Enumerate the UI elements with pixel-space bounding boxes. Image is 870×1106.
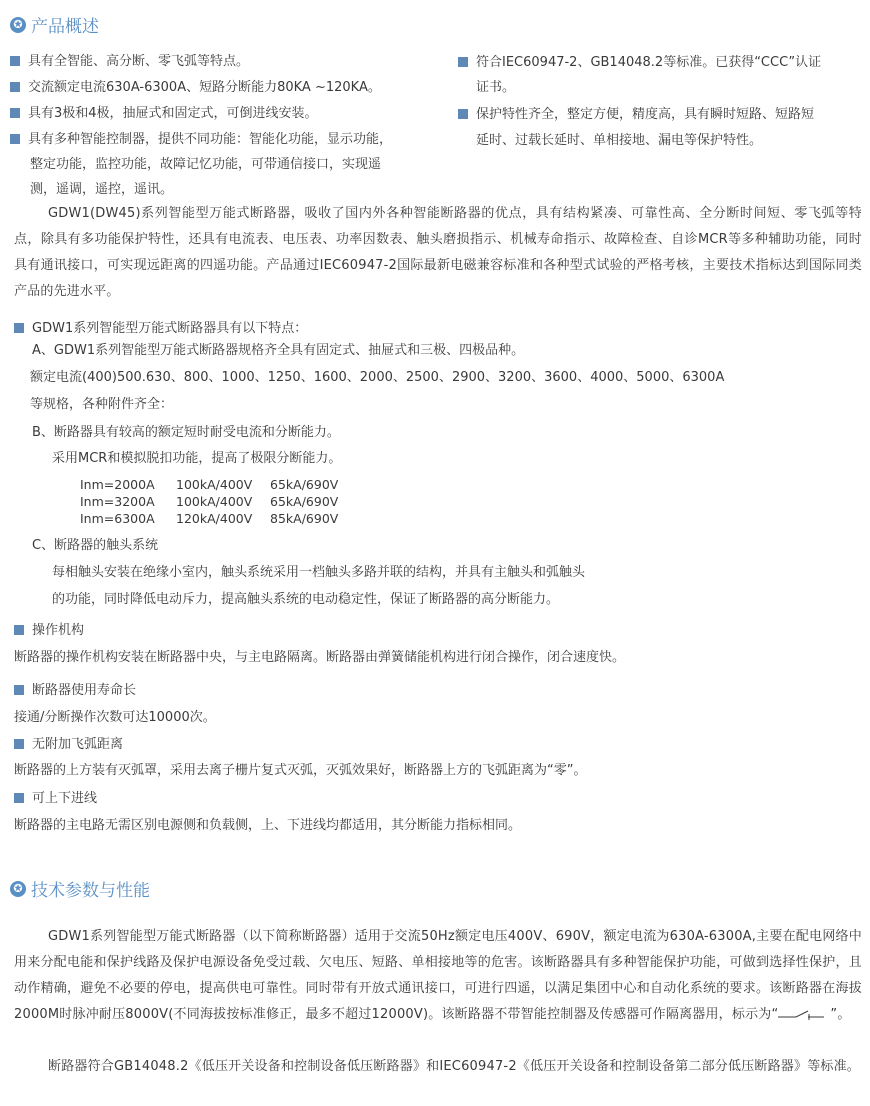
table-row: Inm=6300A 120kA/400V 85kA/690V [80,511,339,526]
bullet-continuation: 延时、过载长延时、单相接地、漏电等保护特性。 [476,133,763,148]
feature-c: C、断路器的触头系统 [32,538,159,553]
bullet-item: 具有多种智能控制器，提供不同功能：智能化功能，显示功能， [10,130,392,150]
bullet-item: 具有3极和4极，抽屉式和固定式，可倒进线安装。 [10,104,318,124]
bullet-continuation: 整定功能，监控功能，故障记忆功能，可带通信接口，实现遥 [30,157,382,172]
subsection-text: 断路器的主电路无需区别电源侧和负载侧，上、下进线均都适用，其分断能力指标相同。 [14,818,522,833]
subsection-title: 无附加飞弧距离 [14,735,123,755]
section-title-overview [10,12,99,37]
bullet-continuation: 测，遥调，遥控，遥讯。 [30,182,174,197]
square-bullet-icon [14,685,24,695]
square-bullet-icon [10,134,20,144]
feature-b: B、断路器具有较高的额定短时耐受电流和分断能力。 [32,425,340,440]
square-bullet-icon [14,793,24,803]
section-title-text: 技术参数与性能 [31,881,150,901]
tech-paragraph-standards: 断路器符合GB14048.2《低压开关设备和控制设备低压断路器》和IEC60947-2《低压开关设备和控制设备第二部分低压断路器》等标准。 [48,1059,860,1074]
subsection-title: 可上下进线 [14,789,97,809]
rated-currents: 额定电流(400)500.630、800、1000、1250、1600、2000、2500、2900、3200、3600、4000、5000、6300A [30,370,725,385]
square-bullet-icon [14,323,24,333]
isolator-symbol-icon [778,1010,830,1020]
square-bullet-icon [10,108,20,118]
square-bullet-icon [14,625,24,635]
square-bullet-icon [10,56,20,66]
bullet-item: 交流额定电流630A-6300A、短路分断能力80KA ~120KA。 [10,78,381,98]
features-heading: GDW1系列智能型万能式断路器具有以下特点： [14,319,307,339]
square-bullet-icon [458,109,468,119]
table-row: Inm=2000A 100kA/400V 65kA/690V [80,477,339,492]
square-bullet-icon [10,82,20,92]
tech-paragraph: GDW1系列智能型万能式断路器（以下简称断路器）适用于交流50Hz额定电压400V、690V，额定电流为630A-6300A,主要在配电网络中用来分配电能和保护线路及保护电源设备免受过载、欠电压、短路、单相接地等的危害。该断路器具有多种智能保护功能，可做到选择性保护，且动作精确，避免不必要的停电，提高供电可靠性。同时带有开放式通讯接口，可进行四遥，以满足集团中心和自动化系统的要求。该断路器在海拔2000M时脉冲耐压8000V(不同海拔按标准修正，最多不超过12000V)。该断路器不带智能控制器及传感器可作隔离器用，标示为“ ”。 [14,929,862,1022]
square-bullet-icon [14,739,24,749]
feature-c-text: 的功能，同时降低电动斥力，提高触头系统的电动稳定性，保证了断路器的高分断能力。 [52,592,560,607]
feature-b-sub: 采用MCR和模拟脱扣功能，提高了极限分断能力。 [52,451,342,466]
bullet-item: 保护特性齐全，整定方便，精度高，具有瞬时短路、短路短 [458,105,814,125]
star-icon: ✪ [10,881,26,897]
subsection-text: 断路器的操作机构安装在断路器中央，与主电路隔离。断路器由弹簧储能机构进行闭合操作，闭合速度快。 [14,650,626,665]
feature-a: A、GDW1系列智能型万能式断路器规格齐全具有固定式、抽屉式和三极、四极品种。 [32,343,525,358]
bullet-continuation: 证书。 [476,80,516,95]
bullet-item: 具有全智能、高分断、零飞弧等特点。 [10,52,249,72]
subsection-title: 断路器使用寿命长 [14,681,136,701]
table-row: Inm=3200A 100kA/400V 65kA/690V [80,494,339,509]
ratings-table [80,476,338,527]
subsection-title: 操作机构 [14,621,84,641]
section-title-tech [10,876,150,901]
feature-a-tail: 等规格，各种附件齐全： [30,397,174,412]
square-bullet-icon [458,57,468,67]
intro-paragraph: GDW1(DW45)系列智能型万能式断路器，吸收了国内外各种智能断路器的优点，具有结构紧凑、可靠性高、全分断时间短、零飞弧等特点，除具有多功能保护特性，还具有电流表、电压表、功率因数表、触头磨损指示、机械寿命指示、故障检查、自诊MCR等多种辅助功能，同时具有通讯接口，可实现远距离的四遥功能。产品通过IEC60947-2国际最新电磁兼容标准和各种型式试验的严格考核，主要技术指标达到国际同类产品的先进水平。 [14,206,862,299]
subsection-text: 断路器的上方装有灭弧罩，采用去离子栅片复式灭弧，灭弧效果好，断路器上方的飞弧距离为“零”。 [14,763,587,778]
bullet-item: 符合IEC60947-2、GB14048.2等标准。已获得“CCC”认证 [458,53,821,73]
section-title-text: 产品概述 [31,17,99,37]
star-icon: ✪ [10,17,26,33]
feature-c-text: 每相触头安装在绝缘小室内，触头系统采用一档触头多路并联的结构，并具有主触头和弧触头 [52,565,586,580]
subsection-text: 接通/分断操作次数可达10000次。 [14,710,216,725]
